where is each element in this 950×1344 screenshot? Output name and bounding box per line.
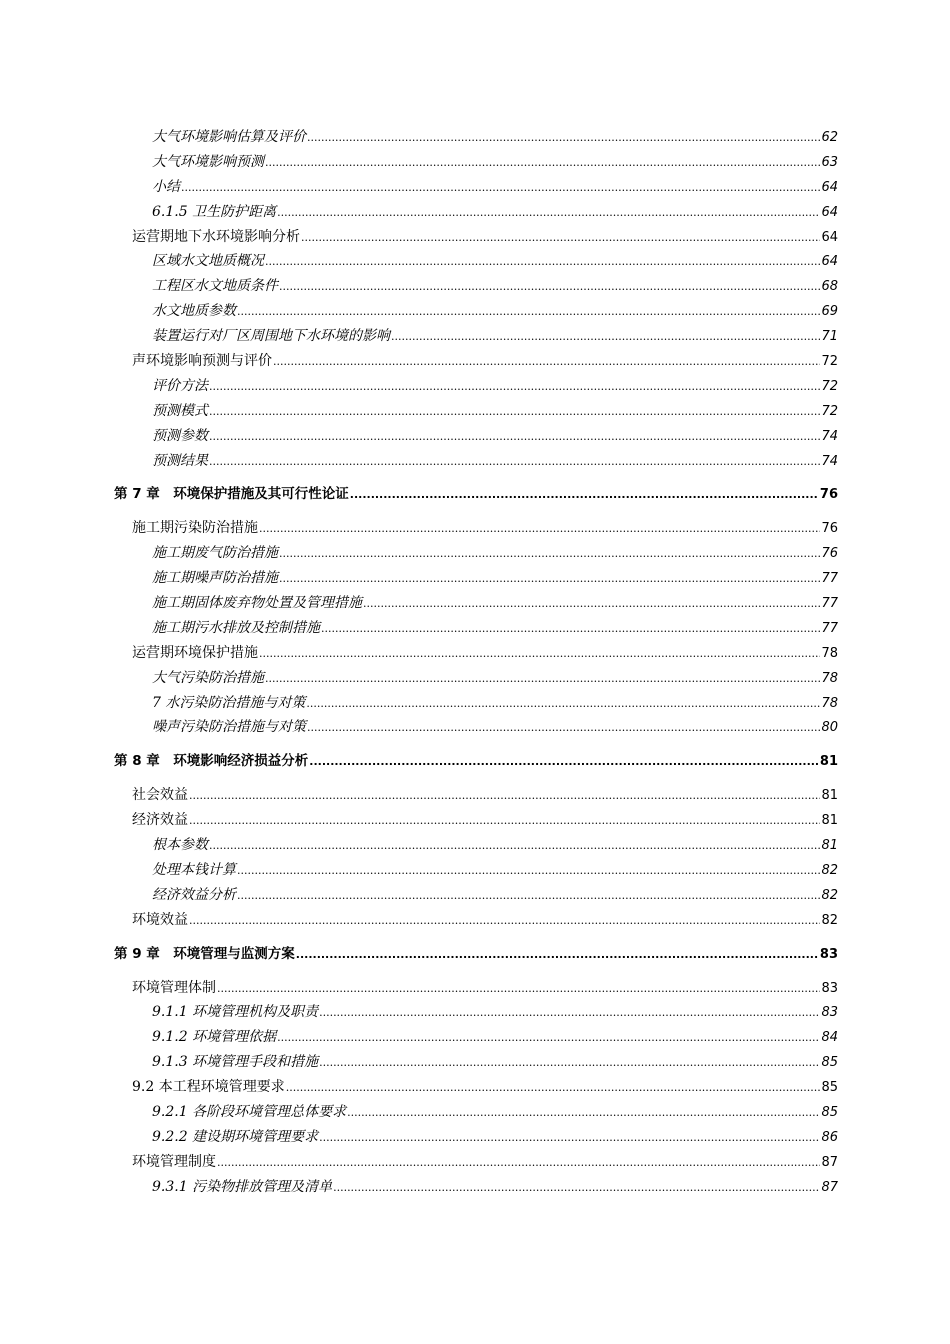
toc-leader-dots (259, 516, 820, 542)
toc-entry-label: 经济效益 (132, 812, 188, 829)
toc-page-number: 74 (821, 428, 838, 444)
toc-page-number: 78 (821, 695, 838, 711)
toc-leader-dots (321, 616, 820, 642)
toc-entry[interactable] (114, 516, 838, 541)
toc-leader-dots (301, 225, 820, 251)
toc-entry-label: 运营期地下水环境影响分析 (132, 228, 300, 245)
toc-entry[interactable] (114, 225, 838, 250)
toc-leader-dots (277, 200, 820, 226)
toc-entry-label: 大气环境影响预测 (152, 153, 264, 170)
toc-page-number: 74 (821, 453, 838, 469)
toc-page-number: 72 (821, 378, 838, 394)
toc-leader-dots (363, 591, 820, 617)
toc-entry[interactable] (114, 666, 838, 691)
toc-entry[interactable] (114, 399, 838, 424)
toc-entry-label: 大气污染防治措施 (152, 669, 264, 686)
toc-page-number: 81 (821, 788, 838, 804)
toc-entry-label: 施工期污水排放及控制措施 (152, 619, 320, 636)
toc-leader-dots (209, 399, 820, 425)
toc-leader-dots (319, 1000, 820, 1026)
toc-page-number: 83 (821, 1005, 838, 1021)
toc-leader-dots (319, 1125, 820, 1151)
toc-entry[interactable] (114, 1100, 838, 1125)
toc-entry[interactable] (114, 1150, 838, 1175)
toc-entry[interactable] (114, 616, 838, 641)
toc-page-number: 62 (821, 130, 838, 145)
toc-leader-dots (209, 449, 820, 475)
toc-leader-dots (189, 783, 820, 809)
toc-entry[interactable] (114, 299, 838, 324)
toc-entry-label: 小结 (152, 178, 180, 195)
toc-page-number: 82 (821, 862, 838, 878)
toc-leader-dots (273, 349, 820, 375)
toc-page-number: 81 (821, 838, 838, 854)
toc-leader-dots (265, 150, 820, 176)
toc-entry[interactable] (114, 349, 838, 374)
toc-entry[interactable] (114, 1050, 838, 1075)
toc-entry[interactable] (114, 883, 838, 908)
toc-entry[interactable] (114, 200, 838, 225)
toc-leader-dots (265, 249, 820, 275)
toc-entry-label: 6.1.5 卫生防护距离 (152, 203, 277, 220)
toc-page-number: 85 (821, 1080, 838, 1096)
toc-entry-label: 9.2.1 各阶段环境管理总体要求 (152, 1103, 347, 1120)
table-of-contents (114, 125, 838, 1200)
toc-entry-label: 施工期固体废弃物处置及管理措施 (152, 595, 362, 612)
toc-leader-dots (306, 691, 820, 717)
toc-page-number: 63 (821, 154, 838, 170)
toc-leader-dots (279, 566, 820, 592)
toc-page-number: 77 (821, 596, 838, 612)
toc-chapter-entry[interactable] (114, 942, 838, 967)
toc-entry[interactable] (114, 175, 838, 200)
toc-page-number: 85 (821, 1055, 838, 1071)
toc-page-number: 84 (821, 1030, 838, 1046)
toc-entry[interactable] (114, 449, 838, 474)
toc-entry-label: 环境效益 (132, 911, 188, 928)
toc-leader-dots (237, 883, 820, 909)
toc-chapter-entry[interactable] (114, 482, 838, 507)
toc-page-number: 81 (819, 754, 838, 770)
toc-page-number: 80 (821, 720, 838, 736)
toc-entry-label: 9.2.2 建设期环境管理要求 (152, 1128, 319, 1145)
toc-entry-label: 评价方法 (152, 377, 208, 394)
toc-entry-label: 经济效益分析 (152, 886, 236, 903)
toc-leader-dots (307, 125, 820, 151)
toc-entry-label: 预测模式 (152, 402, 208, 419)
toc-entry-label: 工程区水文地质条件 (152, 278, 278, 295)
toc-entry[interactable] (114, 150, 838, 175)
toc-entry[interactable] (114, 591, 838, 616)
toc-entry[interactable] (114, 1175, 838, 1200)
toc-entry[interactable] (114, 908, 838, 933)
toc-entry-label: 第 8 章 环境影响经济损益分析 (114, 753, 309, 770)
toc-leader-dots (189, 808, 820, 834)
toc-entry-label: 9.1.2 环境管理依据 (152, 1029, 277, 1046)
toc-entry[interactable] (114, 374, 838, 399)
toc-leader-dots (237, 299, 820, 325)
toc-entry[interactable] (114, 641, 838, 666)
toc-entry[interactable] (114, 541, 838, 566)
toc-entry[interactable] (114, 274, 838, 299)
toc-page-number: 81 (821, 813, 838, 829)
toc-leader-dots (209, 374, 820, 400)
toc-entry-label: 预测参数 (152, 427, 208, 444)
toc-page-number: 76 (819, 487, 838, 503)
toc-page-number: 68 (821, 279, 838, 295)
toc-entry[interactable] (114, 976, 838, 1001)
toc-entry-label: 水文地质参数 (152, 303, 236, 320)
toc-entry[interactable] (114, 1125, 838, 1150)
toc-page-number: 76 (821, 546, 838, 562)
toc-leader-dots (309, 749, 819, 775)
toc-entry-label: 预测结果 (152, 452, 208, 469)
toc-entry-label: 9.2 本工程环境管理要求 (132, 1079, 285, 1096)
toc-entry[interactable] (114, 324, 838, 349)
toc-entry[interactable] (114, 808, 838, 833)
toc-leader-dots (209, 833, 820, 859)
toc-entry[interactable] (114, 833, 838, 858)
toc-entry-label: 7 水污染防治措施与对策 (152, 694, 306, 711)
toc-entry-label: 环境管理体制 (132, 979, 216, 996)
toc-page-number: 69 (821, 304, 838, 320)
toc-page-number: 64 (821, 204, 838, 220)
toc-entry[interactable] (114, 249, 838, 274)
toc-leader-dots (319, 1050, 820, 1076)
toc-page-number: 78 (821, 645, 838, 661)
toc-page-number: 77 (821, 620, 838, 636)
toc-page-number: 72 (821, 403, 838, 419)
toc-leader-dots (279, 274, 820, 300)
toc-entry[interactable] (114, 783, 838, 808)
toc-page-number: 83 (819, 946, 838, 962)
toc-entry-label: 环境管理制度 (132, 1153, 216, 1170)
toc-leader-dots (217, 1150, 820, 1176)
toc-page-number: 72 (821, 354, 838, 370)
toc-entry-label: 第 7 章 环境保护措施及其可行性论证 (114, 486, 349, 503)
toc-page-number: 76 (821, 521, 838, 537)
toc-leader-dots (286, 1075, 821, 1101)
toc-entry-label: 根本参数 (152, 837, 208, 854)
toc-leader-dots (217, 976, 820, 1002)
toc-entry-label: 声环境影响预测与评价 (132, 353, 272, 370)
toc-leader-dots (265, 666, 820, 692)
toc-page-number: 87 (821, 1154, 838, 1170)
toc-entry[interactable] (114, 715, 838, 740)
toc-entry[interactable] (114, 125, 838, 150)
toc-leader-dots (259, 641, 820, 667)
toc-leader-dots (333, 1175, 820, 1201)
toc-leader-dots (347, 1100, 820, 1126)
toc-page-number: 87 (821, 1179, 838, 1195)
toc-entry[interactable] (114, 566, 838, 591)
toc-page-number: 82 (821, 912, 838, 928)
toc-entry[interactable] (114, 1000, 838, 1025)
toc-page-number: 71 (821, 329, 838, 345)
toc-leader-dots (279, 541, 820, 567)
toc-entry-label: 噪声污染防治措施与对策 (152, 719, 306, 736)
toc-leader-dots (307, 715, 820, 741)
toc-leader-dots (391, 324, 820, 350)
toc-page-number: 83 (821, 980, 838, 996)
toc-page-number: 64 (821, 229, 838, 245)
toc-entry-label: 施工期噪声防治措施 (152, 570, 278, 587)
toc-page-number: 64 (821, 254, 838, 270)
toc-entry-label: 9.3.1 污染物排放管理及清单 (152, 1178, 333, 1195)
toc-chapter-entry[interactable] (114, 749, 838, 774)
toc-leader-dots (209, 424, 820, 450)
toc-entry-label: 运营期环境保护措施 (132, 644, 258, 661)
toc-page-number: 77 (821, 571, 838, 587)
toc-entry-label: 第 9 章 环境管理与监测方案 (114, 945, 295, 962)
toc-leader-dots (296, 942, 819, 968)
toc-leader-dots (189, 908, 820, 934)
toc-entry-label: 处理本钱计算 (152, 861, 236, 878)
toc-page-number: 64 (821, 179, 838, 195)
toc-entry[interactable] (114, 858, 838, 883)
toc-leader-dots (277, 1025, 820, 1051)
toc-entry-label: 9.1.3 环境管理手段和措施 (152, 1054, 319, 1071)
toc-leader-dots (181, 175, 820, 201)
toc-page-number: 82 (821, 887, 838, 903)
toc-page-number: 85 (821, 1104, 838, 1120)
toc-entry-label: 施工期污染防治措施 (132, 520, 258, 537)
toc-entry[interactable] (114, 1025, 838, 1050)
toc-leader-dots (350, 482, 819, 508)
toc-entry-label: 区域水文地质概况 (152, 253, 264, 270)
toc-leader-dots (237, 858, 820, 884)
toc-entry[interactable] (114, 691, 838, 716)
toc-entry[interactable] (114, 424, 838, 449)
toc-entry-label: 9.1.1 环境管理机构及职责 (152, 1004, 319, 1021)
toc-entry-label: 大气环境影响估算及评价 (152, 129, 306, 145)
toc-entry-label: 装置运行对厂区周围地下水环境的影响 (152, 328, 390, 345)
toc-page-number: 78 (821, 670, 838, 686)
toc-entry-label: 社会效益 (132, 787, 188, 804)
toc-entry[interactable] (114, 1075, 838, 1100)
toc-entry-label: 施工期废气防治措施 (152, 545, 278, 562)
toc-page-number: 86 (821, 1129, 838, 1145)
